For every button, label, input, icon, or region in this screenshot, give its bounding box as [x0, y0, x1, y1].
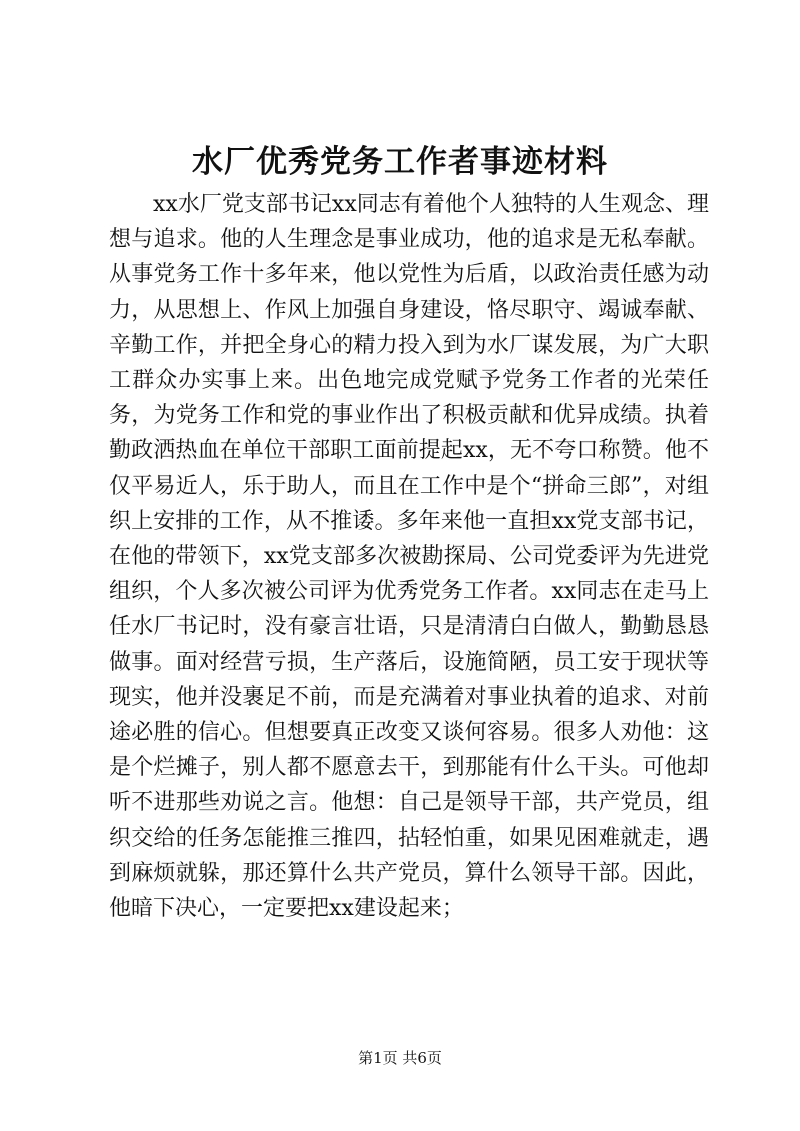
page-number-footer: 第1页 共6页 — [358, 1049, 442, 1067]
body-paragraph: xx水厂党支部书记xx同志有着他个人独特的人生观念、理想与追求。他的人生理念是事业成功，他的追求是无私奉献。从事党务工作十多年来，他以党性为后盾，以政治责任感为动力，从思想上、作风上加强自身建设，恪尽职守、竭诚奉献、辛勤工作，并把全身心的精力投入到为水厂谋发展，为广大职工群众办实事上来。出色地完成党赋予党务工作者的光荣任务，为党务工作和党的事业作出了积极贡献和优异成绩。执着勤政洒热血在单位干部职工面前提起xx，无不夸口称赞。他不仅平易近人，乐于助人，而且在工作中是个“拼命三郎”，对组织上安排的工作，从不推诿。多年来他一直担xx党支部书记，在他的带领下，xx党支部多次被勘探局、公司党委评为先进党组织，个人多次被公司评为优秀党务工作者。xx同志在走马上任水厂书记时，没有豪言壮语，只是清清白白做人，勤勤恳恳做事。面对经营亏损，生产落后，设施简陋，员工安于现状等现实，他并没裹足不前，而是充满着对事业执着的追求、对前途必胜的信心。但想要真正改变又谈何容易。很多人劝他：这是个烂摊子，别人都不愿意去干，到那能有什么干头。可他却听不进那些劝说之言。他想：自己是领导干部，共产党员，组织交给的任务怎能推三推四，拈轻怕重，如果见困难就走，遇到麻烦就躲，那还算什么共产党员，算什么领导干部。因此，他暗下决心，一定要把xx建设起来； — [109, 192, 709, 922]
document-title: 水厂优秀党务工作者事迹材料 — [192, 144, 608, 180]
